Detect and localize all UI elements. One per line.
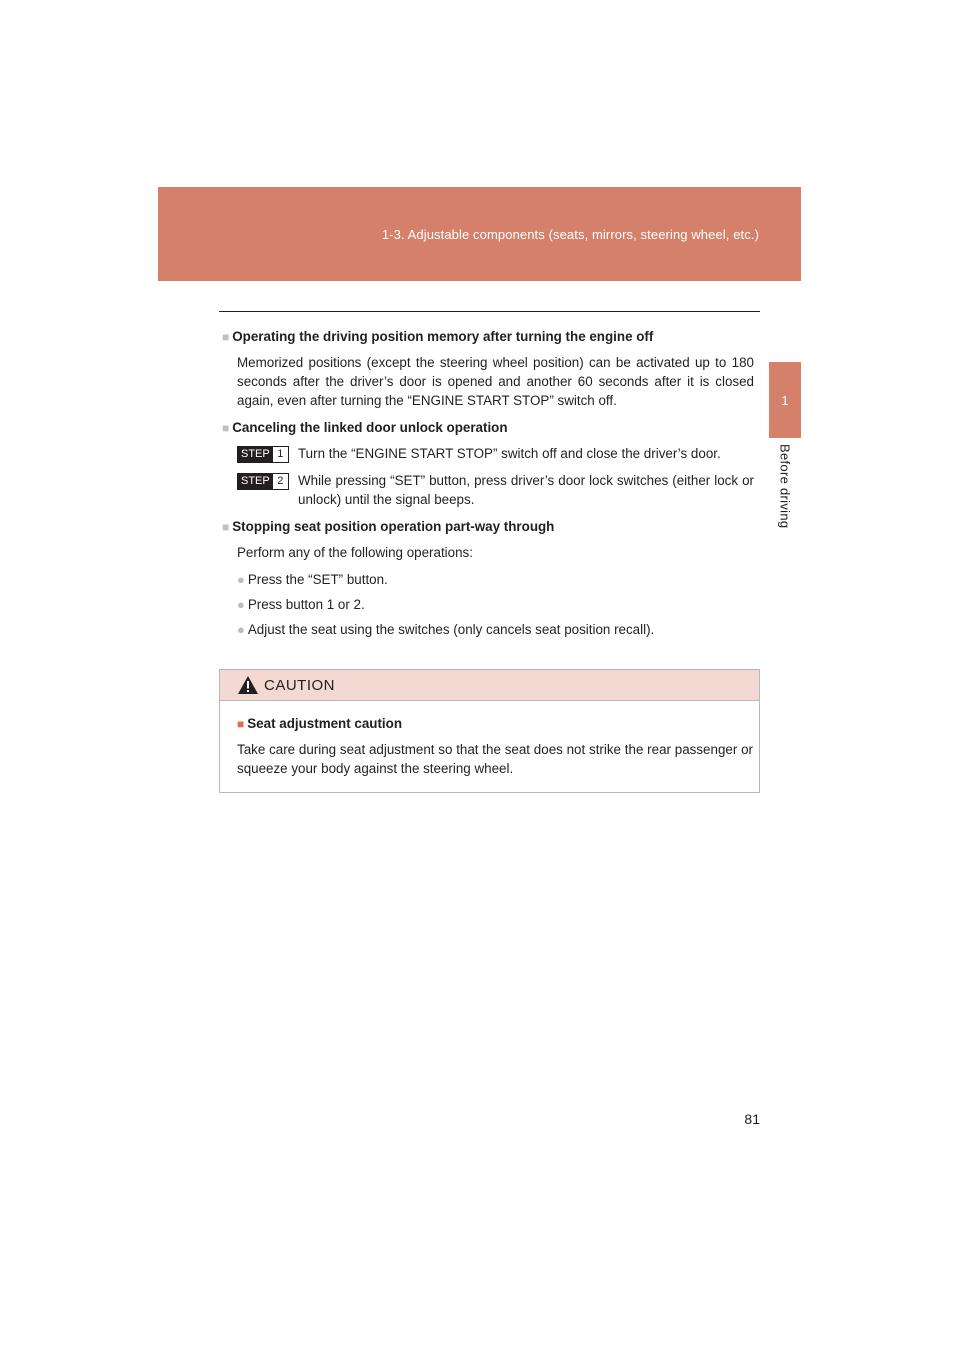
square-bullet-icon: ■	[237, 717, 245, 731]
list-item-text: Press the “SET” button.	[247, 572, 388, 587]
page-number: 81	[744, 1111, 760, 1127]
step-item	[237, 471, 754, 509]
section-heading-text: Stopping seat position operation part-way through	[232, 519, 555, 534]
step-badge	[237, 446, 289, 463]
step-number: 1	[277, 448, 284, 460]
section-heading	[222, 327, 754, 347]
section-heading-text: Canceling the linked door unlock operation	[232, 420, 508, 435]
step-text: Turn the “ENGINE START STOP” switch off and close the driver’s door.	[298, 446, 721, 461]
square-bullet-icon: ■	[222, 330, 230, 344]
caution-text: Take care during seat adjustment so that the seat does not strike the rear passenger or squeeze your body against the steering wheel.	[237, 742, 753, 776]
caution-heading-text: Seat adjustment caution	[247, 716, 403, 731]
section-heading-text: Operating the driving position memory after turning the engine off	[232, 329, 654, 344]
circle-bullet-icon: ●	[237, 622, 245, 637]
step-word: STEP	[238, 474, 273, 489]
list-item-text: Press button 1 or 2.	[247, 597, 365, 612]
section-heading	[222, 418, 754, 438]
header-band	[158, 187, 801, 281]
caution-title: CAUTION	[264, 676, 335, 694]
step-word: STEP	[238, 447, 273, 462]
square-bullet-icon: ■	[222, 421, 230, 435]
caution-header	[220, 670, 759, 701]
list-item	[237, 570, 754, 589]
chapter-number: 1	[781, 392, 789, 408]
top-divider	[219, 311, 760, 312]
list-item	[237, 595, 754, 614]
step-badge	[237, 473, 289, 490]
circle-bullet-icon: ●	[237, 572, 245, 587]
list-item-text: Adjust the seat using the switches (only cancels seat position recall).	[247, 622, 655, 637]
step-text: While pressing “SET” button, press driver’s door lock switches (either lock or unlock) until the signal beeps.	[298, 473, 754, 507]
circle-bullet-icon: ●	[237, 597, 245, 612]
caution-heading	[237, 714, 753, 734]
list-item	[237, 620, 754, 639]
warning-triangle-icon	[237, 675, 259, 695]
step-item	[237, 444, 754, 463]
section-heading	[222, 517, 754, 537]
chapter-label: Before driving	[777, 444, 793, 529]
caution-body	[220, 701, 759, 778]
step-number: 2	[277, 475, 284, 487]
caution-box	[219, 669, 760, 793]
main-content	[222, 327, 754, 645]
section-paragraph: Perform any of the following operations:	[237, 545, 473, 560]
section-paragraph: Memorized positions (except the steering wheel position) can be activated up to 180 seconds after the driver’s door is opened and another 60 seconds after it is closed again, even after turning the “ENGINE START STOP” switch off.	[237, 355, 754, 408]
chapter-tab	[769, 362, 801, 438]
section-title: 1-3. Adjustable components (seats, mirrors, steering wheel, etc.)	[381, 227, 759, 242]
square-bullet-icon: ■	[222, 520, 230, 534]
